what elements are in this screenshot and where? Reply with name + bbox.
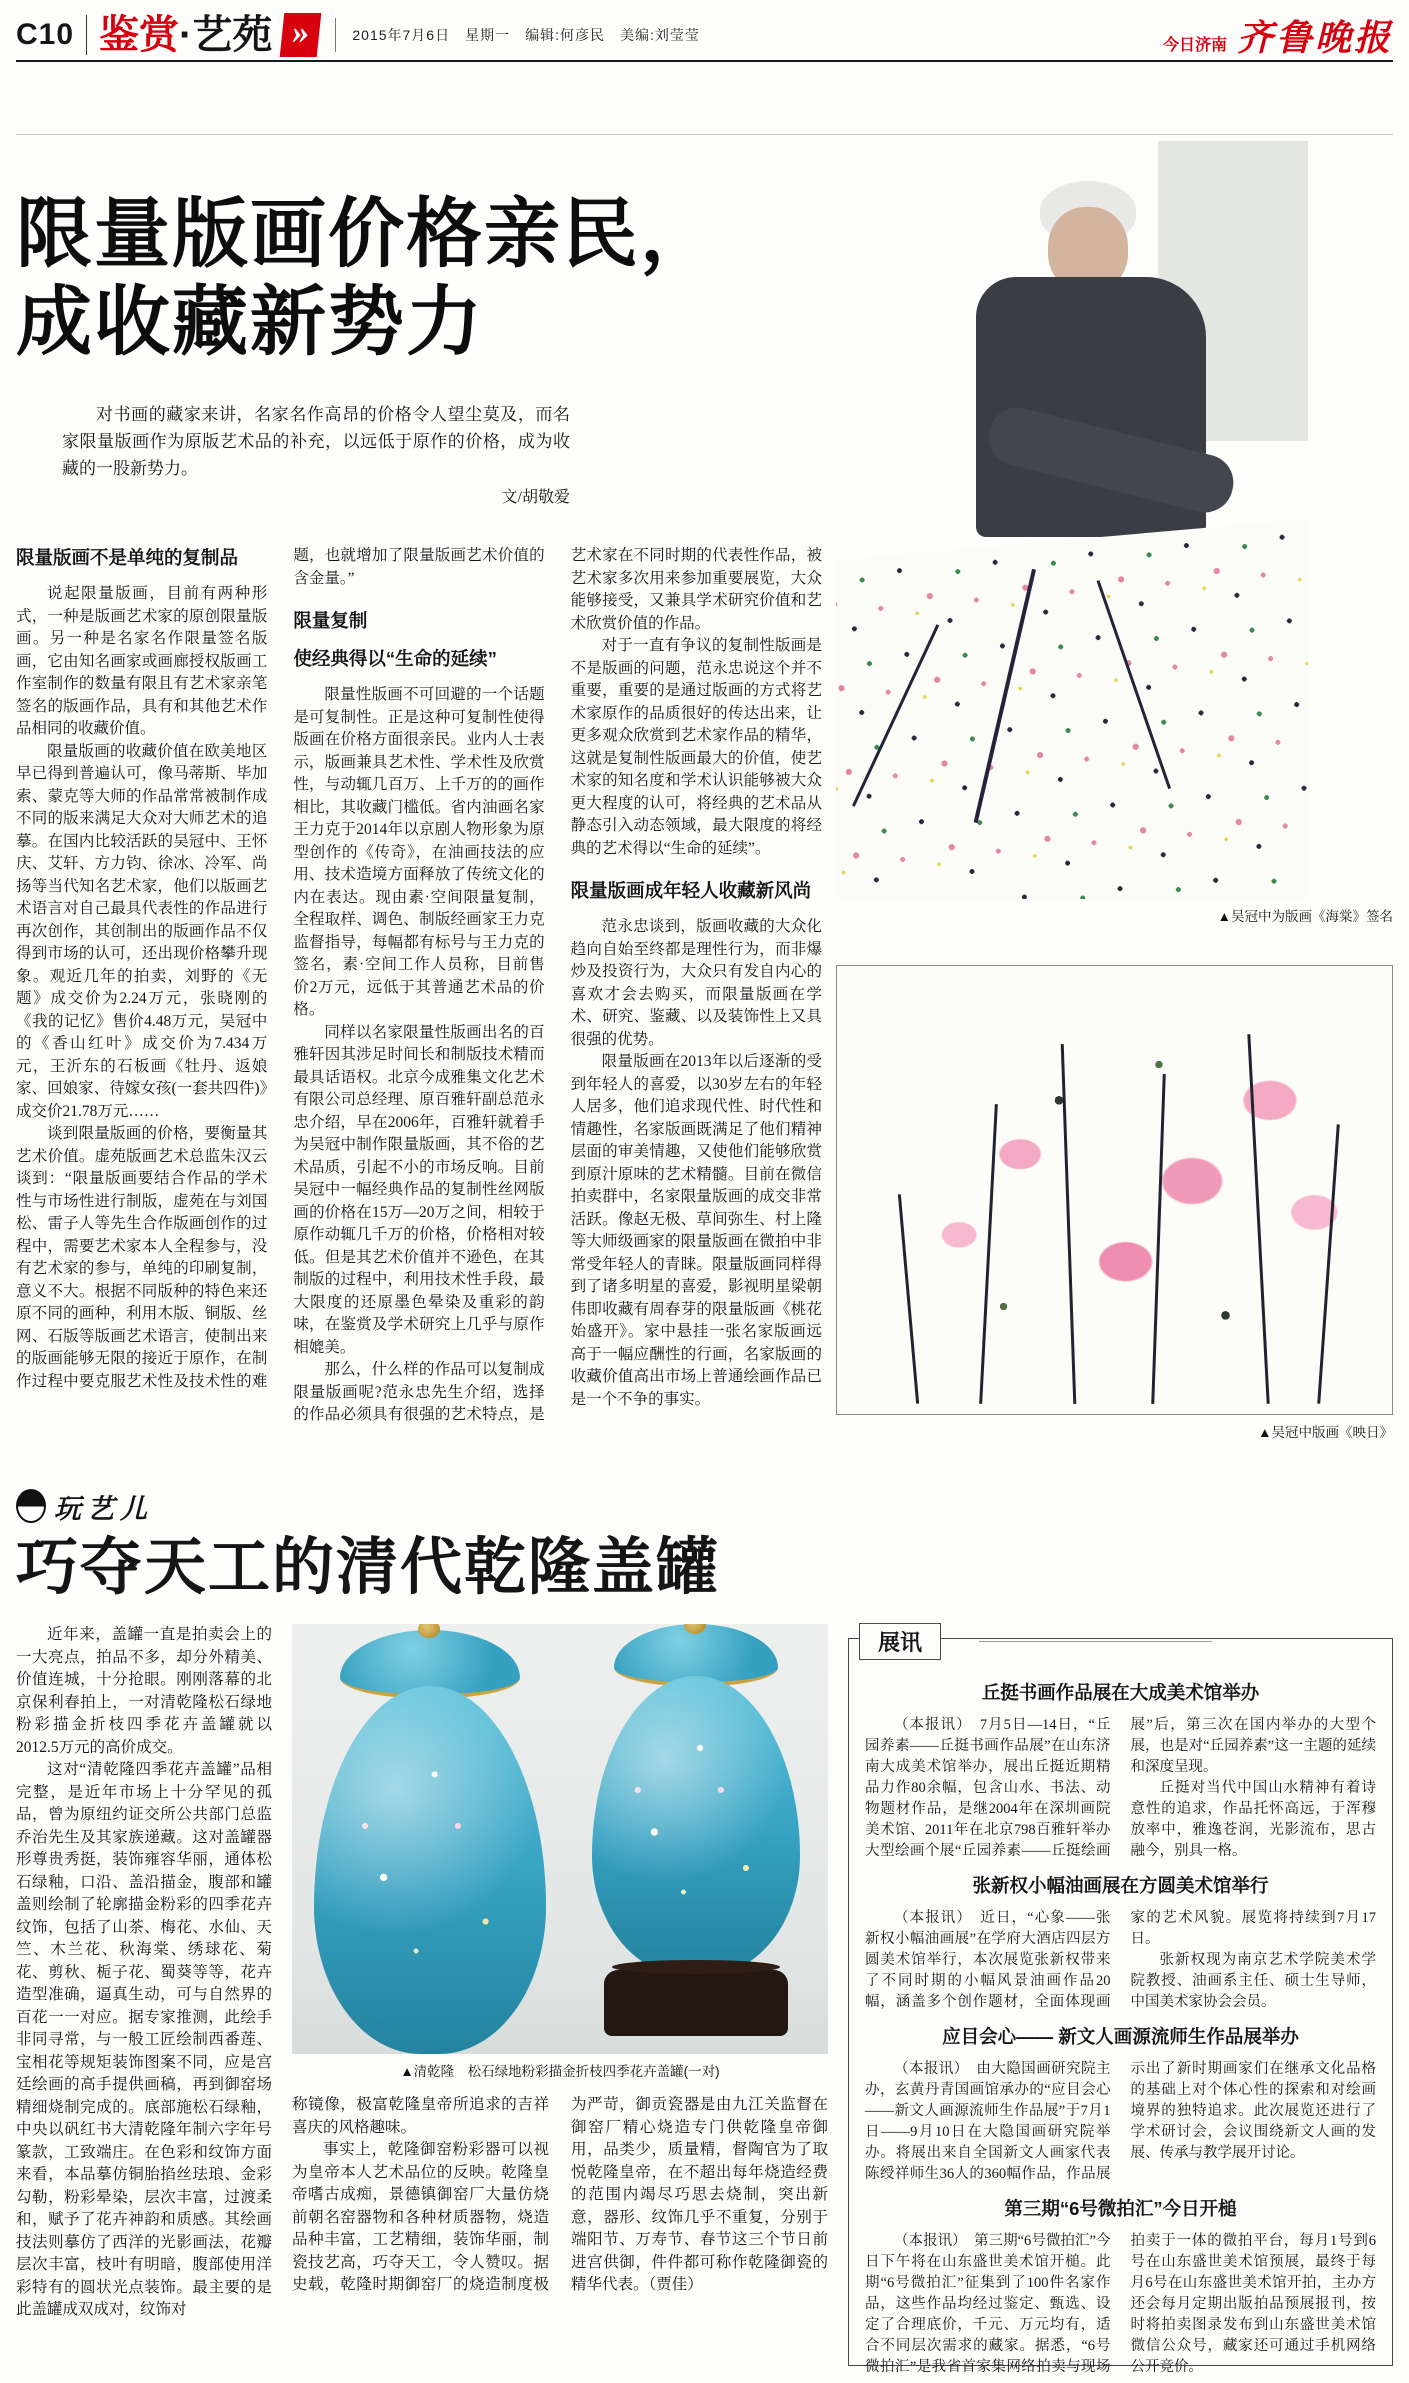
lotus-stem	[1247, 1034, 1269, 1404]
exhibition-item-paragraph: 丘挺对当代中国山水精神有着诗意性的追求，作品托怀高远，于浑穆放率中，雅逸苍润，光影流布，思古融今，别具一格。	[1130, 1780, 1376, 1859]
exhibition-item-headline: 第三期“6号微拍汇”今日开槌	[1004, 2198, 1237, 2219]
section-title	[99, 15, 272, 55]
exhibition-item-body	[865, 2231, 1376, 2378]
exhibition-item-body	[865, 1908, 1376, 2013]
second-article-continuation	[292, 2094, 828, 2338]
exhibition-item-headline: 丘挺书画作品展在大成美术馆举办	[981, 1682, 1260, 1703]
page-header	[16, 10, 1393, 62]
exhibition-item-paragraph: （本报讯） 7月5日—14日，“丘园养素——丘挺书画作品展”在山东济南大成美术馆举办，展出丘挺近期精品力作80余幅，包含山水、书法、动物题材作品，是继2004年在深圳画院美术馆、2011年在北京798百雅轩举办大型绘画个展“丘园养素——丘挺绘画展”后，第三次在国内举办的大型个展，也是对“丘园养素”这一主题的延续和深度呈现。	[865, 1717, 1376, 1859]
main-headline: 限量版画价格亲民， 成收藏新势力	[16, 192, 718, 365]
divider	[86, 15, 87, 55]
exhibition-item-body	[865, 2059, 1376, 2185]
section-title-red: 鉴赏	[99, 13, 180, 57]
main-article	[16, 141, 1393, 1450]
porcelain-jars-image	[292, 1624, 828, 2054]
article-paragraph: 那么，什么样的作品可以复制成限量版画呢?范永忠先生介绍，选择的作品必须具有很强的艺术特点，是艺术家在不同时期的代表性作品，被艺术家多次用来参加重要展览，大众能够接受，又兼具学术研究价值和艺术欣赏价值的作品。	[293, 547, 822, 1423]
article-paragraph: 谈到限量版画的价格，要衡量其艺术价值。虚苑版画艺术总监朱汉云谈到：“限量版画要结合作品的学术性与市场性进行制版，虚苑在与刘国松、雷子人等先生合作版画创作的过程中，需要艺术家本人全程参与，没有艺术家的参与，单纯的印刷复制，意义不大。根据不同版种的特色来还原不同的画种，利用木版、铜版、丝网、石版等版画艺术语言，使制出来的版画能够无限的接近于原作，在制作过程中要克服艺术性及技术性的难题，也就增加了限量版画艺术价值的含金量。”	[16, 547, 545, 1390]
exhibition-item	[865, 2195, 1376, 2378]
lede-text: 对书画的藏家来讲，名家名作高昂的价格令人望尘莫及，而名家限量版画作为原版艺术品的补充，以远低于原作的价格，成为收藏的一股新势力。	[62, 405, 570, 478]
artist-figure	[956, 181, 1216, 541]
article-paragraph: 事实上，乾隆御窑粉彩器可以视为皇帝本人艺术品位的反映。乾隆皇帝嗜古成痴，景德镇御窑厂大量仿烧前朝名窑器物和各种材质器物，烧造品种丰富，工艺精细，装饰华丽，制瓷技艺高，巧夺天工，令人赞叹。据史载，乾隆时期御窑厂的烧造制度极为严苛，御贡瓷器是由九江关监督在御窑厂精心烧造专门供乾隆皇帝御用，品类少，质量精，督陶官为了取悦乾隆皇帝，在不超出每年烧造经费的范围内竭尽巧思去烧制，突出新意，器形、纹饰几乎不重复，分别于端阳节、万寿节、春节这三个节日前进宫供御，件件都可称作乾隆御瓷的精华代表。（贾佳）	[292, 2096, 828, 2293]
branch-stroke	[1097, 580, 1171, 789]
article-subhead: 使经典得以“生命的延续”	[293, 648, 497, 669]
exhibition-item-headline: 应目会心—— 新文人画源流师生作品展举办	[942, 2026, 1299, 2047]
article-paragraph: 同样以名家限量性版画出名的百雅轩因其涉足时间长和制版技术精而最具话语权。北京今成雅集文化艺术有限公司总经理、原百雅轩副总范永忠介绍，早在2006年，百雅轩就着手为吴冠中制作限量版画，其不俗的艺术品质，引起不小的市场反响。目前吴冠中一幅经典作品的复制性丝网版画的价格在15万—20万之间，相较于原作动辄几千万的价格，价格相对较低。但是其艺术价值并不逊色，在其制版的过程中，利用技术性手段，最大限度的还原墨色晕染及重彩的韵味，在鉴赏及学术研究上几乎与原作相媲美。	[293, 1023, 545, 1356]
print-sheet	[836, 515, 1308, 899]
lotus-stem	[1061, 1044, 1077, 1404]
article-paragraph: 限量版画在2013年以后逐渐的受到年轻人的喜爱，以30岁左右的年轻人居多，他们追求现代性、时代性和情趣性，名家版画既满足了他们精神层面的审美情趣，又使他们能够欣赏到原汁原味的艺术精髓。目前在微信拍卖群中，名家限量版画的成交非常活跃。像赵无极、草间弥生、村上隆等大师级画家的限量版画在微拍中非常受年轻人的青睐。限量版画同样得到了诸多明星的喜爱，影视明星梁朝伟即收藏有周春芽的限量版画《桃花始盛开》。家中悬挂一张名家版画远高于一幅应酬性的行画，名家版画的收藏价值高出市场上普通绘画作品已是一个不争的事实。	[570, 1053, 822, 1408]
artist-photo-image	[836, 141, 1308, 899]
article-paragraph: 这对“清乾隆四季花卉盖罐”品相完整，是近年市场上十分罕见的孤品，曾为原纽约证交所公共部门总监乔治先生及其家族递藏。这对盖罐器形尊贵秀挺，装饰雍容华丽，通体松石绿釉，口沿、盖沿描金，腹部和罐盖则绘制了轮廓描金粉彩的四季花卉纹饰，包括了山茶、梅花、水仙、天竺、木兰花、秋海棠、绣球花、菊花、剪秋、栀子花、蜀葵等等，花卉造型准确，逼真生动，可与自然界的百花一一对应。据专家推测，此绘手非同寻常，与一般工匠绘制西番莲、宝相花等规矩装饰图案不同，应是宫廷绘画的高手提供画稿，再到御窑场精细烧制完成的。底部施松石绿釉，中央以矾红书大清乾隆年制六字年号篆款，工致端庄。在色彩和纹饰方面来看，本品摹仿铜胎掐丝珐琅、金彩勾勒，粉彩晕染，层次丰富，过渡柔和，赋予了花卉神韵和质感。其绘画技法则摹仿了西洋的光影画法，花瓣层次丰富，枝叶有明暗，腹部使用洋彩特有的圆状光点装饰。最主要的是此盖罐成双成对，纹饰对	[16, 1761, 272, 2318]
jar-left	[314, 1686, 546, 2054]
branch-stroke	[974, 569, 1036, 823]
exhibition-item-headline: 张新权小幅油画展在方圆美术馆举行	[972, 1875, 1269, 1896]
column-tag-label: 玩艺儿	[54, 1493, 153, 1525]
main-article-body	[16, 545, 822, 1450]
rule	[979, 1641, 1212, 1642]
article-subhead: 限量复制	[293, 610, 368, 631]
dateline: 2015年7月6日 星期一 编辑:何彦民 美编:刘莹莹	[352, 27, 700, 43]
main-lede	[62, 401, 570, 511]
second-article	[16, 1488, 1393, 2375]
lotus-stem	[1151, 1074, 1166, 1404]
wooden-stand	[604, 1970, 788, 2036]
article-subhead: 限量版画不是单纯的复制品	[16, 547, 239, 568]
section-title-black: ·艺苑	[179, 13, 273, 57]
exhibition-item-paragraph: （本报讯） 由大隐国画研究院主办，玄黄丹青国画馆承办的“应目会心——新文人画源流师生作品展”于7月1日——9月10日在大隐国画研究院举办。将展出来自全国新文人画家代表陈绶祥师生36人的360幅作品，作品展示出了新时期画家们在继承文化品格的基础上对个体心性的探索和对绘画境界的独特追求。此次展览还进行了学术研讨会，会议围绕新文人画的发展、传承与教学展开讨论。	[865, 2061, 1376, 2182]
exhibition-news-box	[848, 1630, 1393, 2375]
column-tag	[16, 1488, 1393, 1524]
article-subhead: 限量版画成年轻人收藏新风尚	[570, 880, 812, 901]
rule	[16, 134, 1393, 135]
article-paragraph: 限量版画的收藏价值在欧美地区早已得到普遍认可，像马蒂斯、毕加索、蒙克等大师的作品常常被制作成不同的版来满足大众对大师艺术的追摹。在国内比较活跃的吴冠中、王怀庆、艾轩、方力钧、徐冰、冷军、尚扬等当代知名艺术家，他们以版画艺术语言对自己最具代表性的作品进行再次创作，其创制出的版画作品不仅得到市场的认可，还出现价格攀升现象。观近几年的拍卖，刘野的《无题》成交价为2.24万元，张晓刚的《我的记忆》售价4.48万元，吴冠中的《香山红叶》成交价为7.434万元，王沂东的石板画《牡丹、返娘家、回娘家、待嫁女孩(一套共四件)》成交价21.78万元……	[16, 742, 268, 1120]
exhibition-item	[865, 2023, 1376, 2185]
exhibition-item-paragraph: （本报讯） 近日，“心象——张新权小幅油画展”在学府大酒店四层方圆美术馆举行，本次展览张新权带来了不同时期的小幅风景油画作品20幅，涵盖多个创作题材，全面体现画家的艺术风貌。展览将持续到7月17日。	[865, 1910, 1376, 2010]
article-paragraph: 限量性版画不可回避的一个话题是可复制性。正是这种可复制性使得版画在价格方面很亲民。业内人士表示，版画兼具艺术性、学术性及欣赏性，与动辄几百万、上千万的的画作相比，其收藏门槛低。省内油画名家王力克于2014年以京剧人物形象为原型创作的《传奇》，在油画技法的应用、技术造境方面释放了传统文化的内在表达。现由素·空间限量复制，全程取样、调色、制版经画家王力克监督指导，每幅都有标号与王力克的签名，素·空间工作人员称，目前售价2万元，远低于其普通艺术品的价格。	[293, 686, 545, 1018]
second-headline: 巧夺天工的清代乾隆盖罐	[16, 1533, 721, 1602]
half-circle-icon	[16, 1489, 46, 1523]
article-paragraph: 范永忠谈到，版画收藏的大众化趋向自始至终都是理性行为，而非爆炒及投资行为，大众只有发自内心的喜欢才会去购买，而限量版画在学术、研究、鉴藏、以及装饰性上又具很强的优势。	[570, 918, 822, 1048]
exhibition-item	[865, 1679, 1376, 1862]
lotus-stem	[898, 1194, 919, 1403]
page-number: C10	[16, 18, 75, 51]
jars-caption: ▲清乾隆 松石绿地粉彩描金折枝四季花卉盖罐(一对)	[400, 2064, 720, 2079]
branch-stroke	[852, 624, 939, 807]
second-article-column1	[16, 1624, 272, 2366]
masthead-city: 今日济南	[1162, 36, 1227, 54]
article-paragraph: 称镜像，极富乾隆皇帝所追求的吉祥喜庆的风格趣味。	[292, 2096, 549, 2136]
byline: 文/胡敬爱	[501, 489, 570, 506]
article-paragraph: 对于一直有争议的复制性版画是不是版画的问题，范永忠说这个并不重要，重要的是通过版画的方式将艺术家原作的品质很好的传达出来，让更多观众欣赏到艺术家作品的精华，这就是复制性版画最大的价值，使艺术家的知名度和学术认识能够被大众更大程度的认可，将经典的艺术品从静态引入动态领域，最大限度的将经典的艺术得以“生命的延续”。	[570, 637, 822, 857]
exhibition-item	[865, 1872, 1376, 2013]
exhibition-item-paragraph: （本报讯） 第三期“6号微拍汇”今日下午将在山东盛世美术馆开槌。此期“6号微拍汇”征集到了100件名家作品，这些作品均经过鉴定、甄选、设定了合理底价，千元、万元均有，适合不同层次需求的藏家。据悉，“6号微拍汇”是我省首家集网络拍卖与现场拍卖于一体的微拍平台，每月1号到6号在山东盛世美术馆预展，最终于每月6号在山东盛世美术馆开拍，主办方还会每月定期出版拍品预展报刊，按时将拍卖图录发布到山东盛世美术馆微信公众号，藏家还可通过手机网络公开竞价。	[865, 2233, 1376, 2375]
article-paragraph: 近年来，盖罐一直是拍卖会上的一大亮点，拍品不多，却分外精美、价值连城，十分抢眼。刚刚落幕的北京保利春拍上，一对清乾隆松石绿地粉彩描金折枝四季花卉盖罐就以2012.5万元的高价成交。	[16, 1626, 272, 1756]
lotus-print-image	[836, 965, 1393, 1415]
painting-caption: ▲吴冠中版画《映日》	[1258, 1425, 1393, 1440]
masthead	[1163, 10, 1393, 61]
divider	[335, 18, 336, 52]
lotus-stem	[1317, 1124, 1340, 1404]
masthead-brand: 齐鲁晚报	[1236, 16, 1393, 59]
exhibition-item-body	[865, 1715, 1376, 1862]
article-paragraph: 说起限量版画，目前有两种形式，一种是版画艺术家的原创限量版画。另一种是名家名作限量签名版画，它由知名画家或画廊授权版画工作室制作的数量有限且有艺术家亲笔签名的版画作品，具有和其他艺术作品相同的收藏价值。	[16, 585, 268, 737]
exhibition-box-title: 展讯	[859, 1623, 941, 1660]
chevron-icon: »	[280, 13, 322, 57]
photo-caption: ▲吴冠中为版画《海棠》签名	[1217, 909, 1393, 924]
second-article-middle	[292, 1624, 828, 2366]
jar-right	[592, 1676, 800, 1976]
exhibition-item-paragraph: 张新权现为南京艺术学院美术学院教授、油画系主任、硕士生导师，中国美术家协会会员。	[1130, 1952, 1376, 2010]
lotus-stem	[979, 1104, 998, 1404]
